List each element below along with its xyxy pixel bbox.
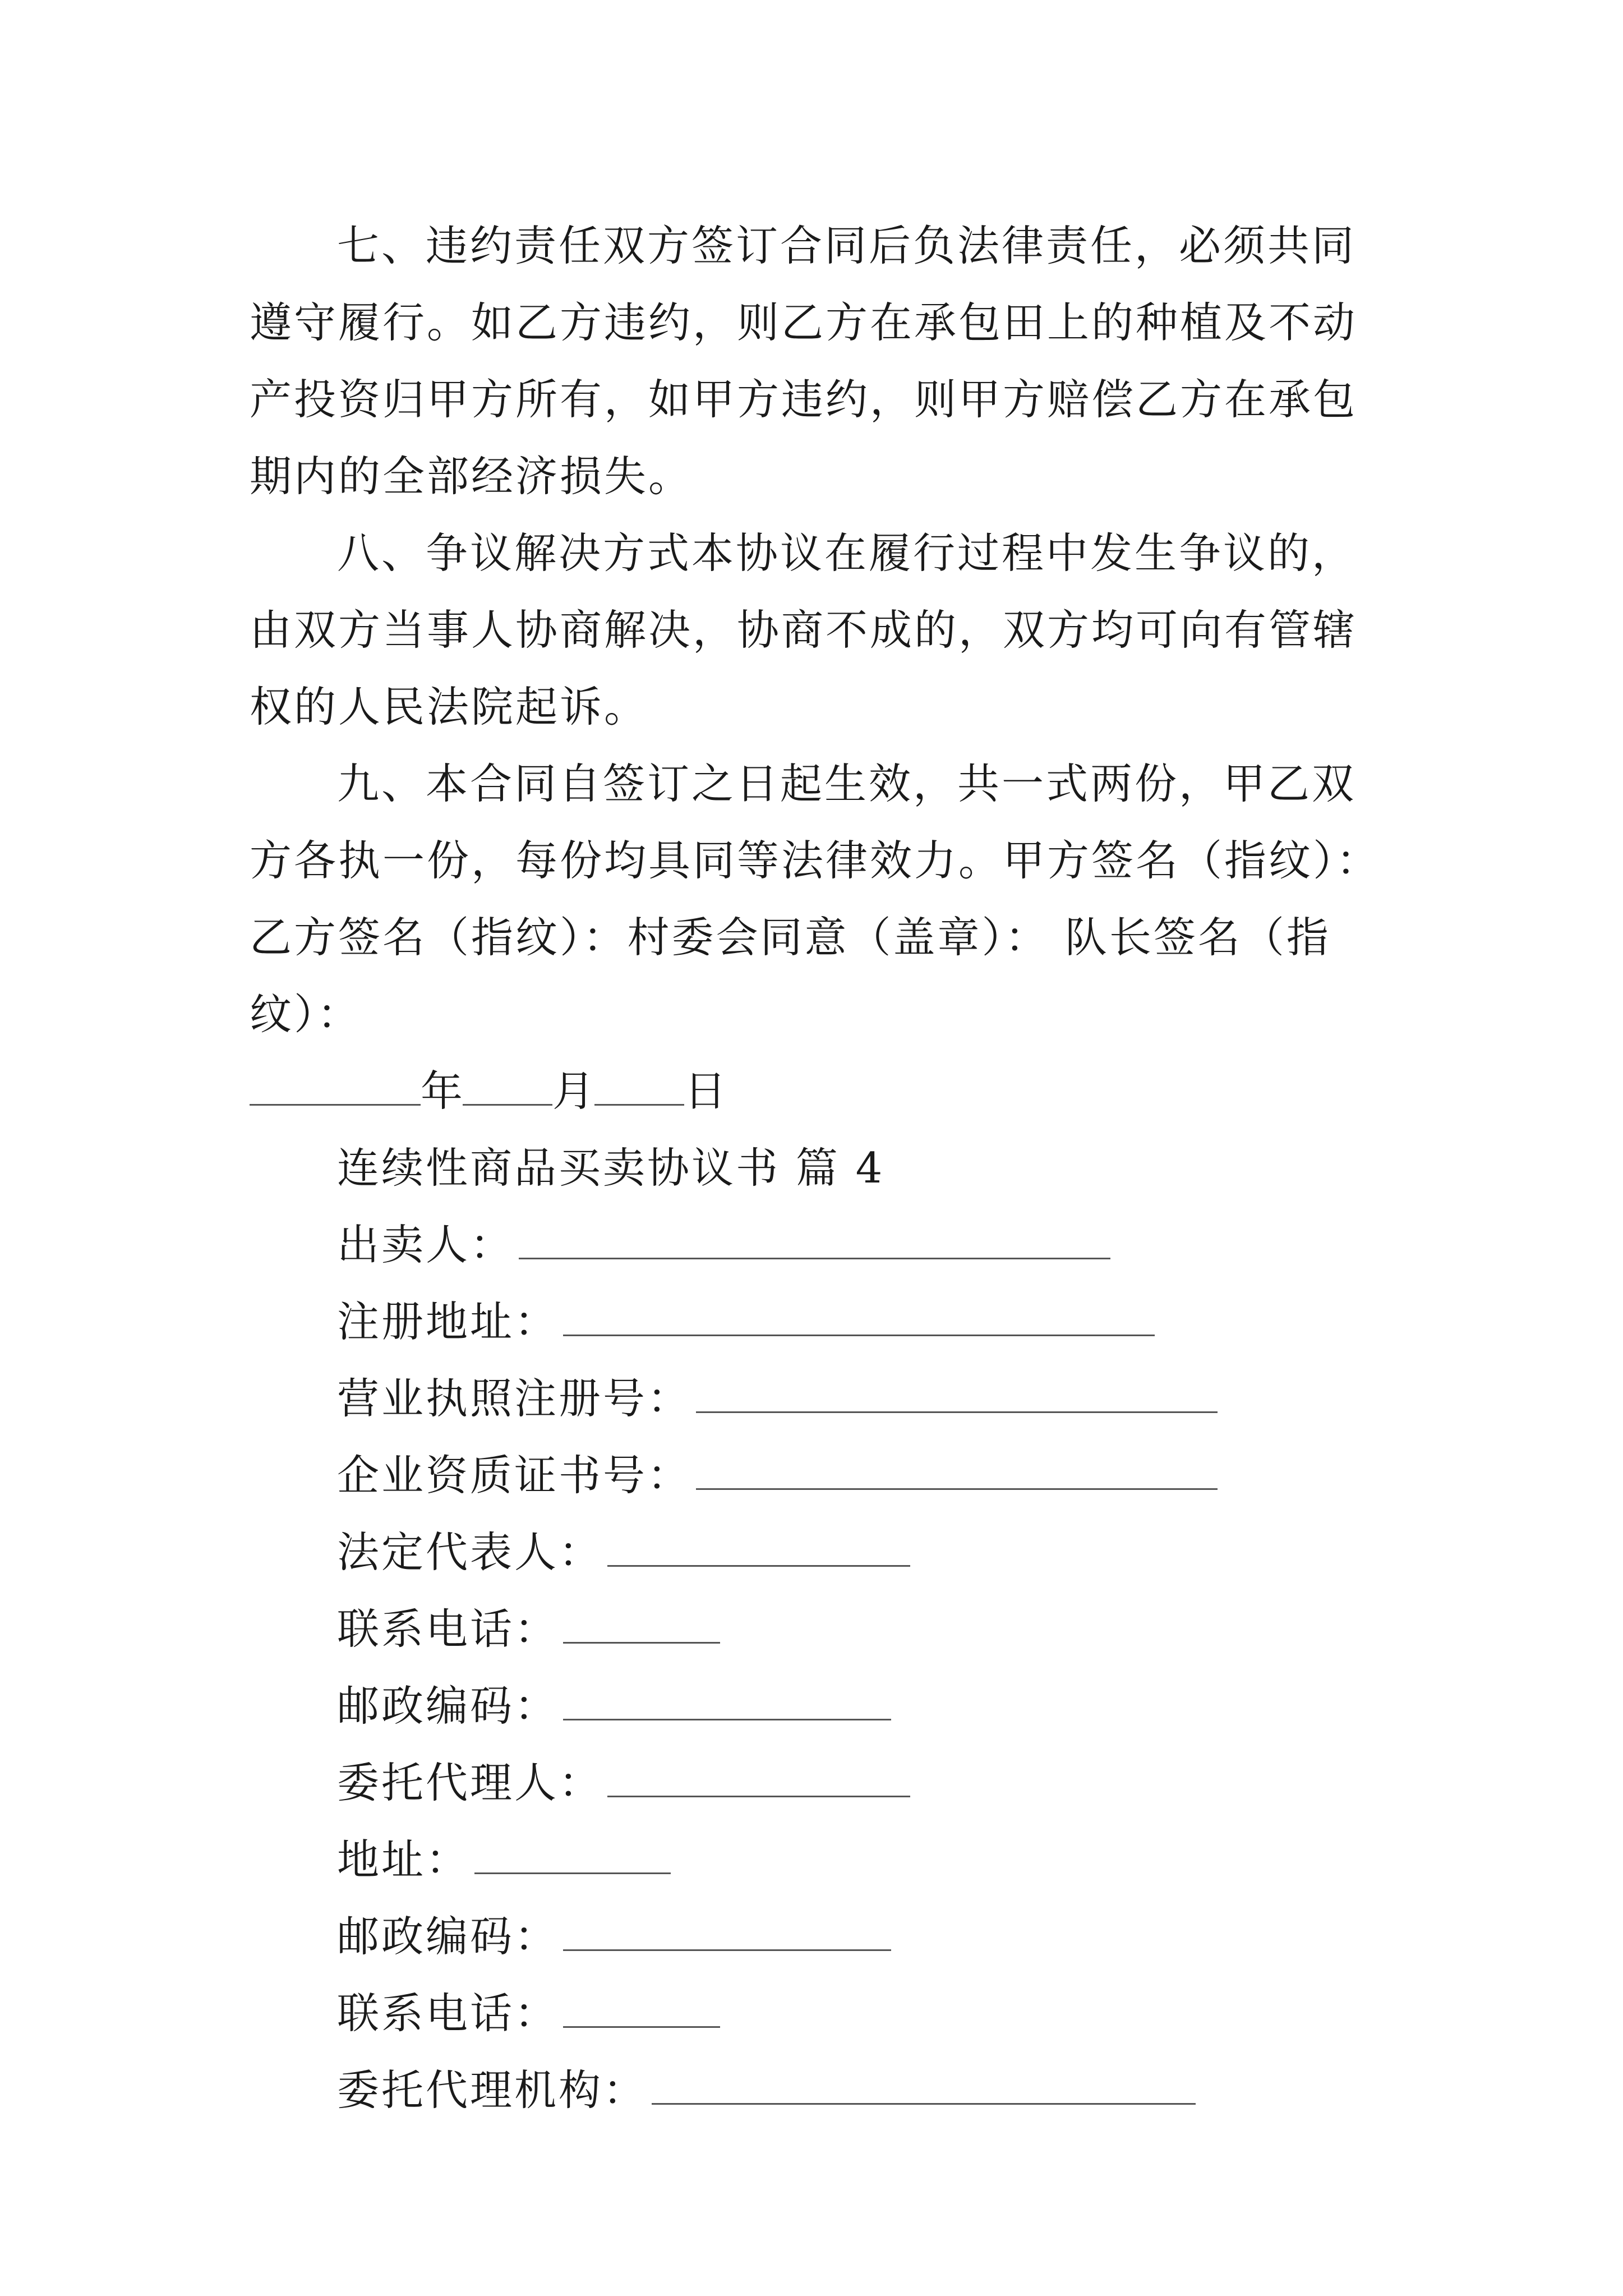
field-label: 企业资质证书号： xyxy=(337,1451,692,1500)
form-field-phone-2 xyxy=(250,1975,1399,2052)
form-field-agent xyxy=(250,1745,1399,1821)
form-field-qualification-cert xyxy=(250,1437,1399,1514)
field-label: 委托代理机构： xyxy=(337,2065,648,2115)
clause-8-paragraph xyxy=(250,515,1399,746)
form-field-seller xyxy=(250,1207,1399,1283)
field-label: 联系电话： xyxy=(337,1604,559,1654)
phone-input-line[interactable] xyxy=(563,1603,720,1644)
clause-8-text: 八、争议解决方式本协议在履行过程中发生争议的，由双方当事人协商解决，协商不成的，双方均可向有管辖权的人民法院起诉。 xyxy=(250,528,1358,731)
section-title xyxy=(250,1130,1399,1207)
seller-input-line[interactable] xyxy=(519,1218,1110,1259)
form-field-postal-code xyxy=(250,1668,1399,1745)
form-field-agency xyxy=(250,2052,1399,2129)
clause-7-text: 七、违约责任双方签订合同后负法律责任，必须共同遵守履行。如乙方违约，则乙方在承包田上的种植及不动产投资归甲方所有，如甲方违约，则甲方赔偿乙方在承包期内的全部经济损失。 xyxy=(250,221,1358,501)
signature-date-line xyxy=(250,1053,1399,1130)
address-input-line[interactable] xyxy=(474,1833,671,1874)
form-field-registered-address xyxy=(250,1283,1399,1360)
field-label: 营业执照注册号： xyxy=(337,1374,692,1423)
day-label: 日 xyxy=(684,1066,727,1116)
legal-representative-input-line[interactable] xyxy=(607,1526,910,1567)
day-blank[interactable] xyxy=(594,1060,684,1106)
agent-input-line[interactable] xyxy=(607,1756,910,1797)
month-blank[interactable] xyxy=(463,1060,552,1106)
clause-9-text: 九、本合同自签订之日起生效，共一式两份，甲乙双方各执一份，每份均具同等法律效力。甲方签名（指纹）： 乙方签名（指纹）：村委会同意（盖章）： 队长签名（指纹）： xyxy=(250,759,1381,1039)
field-label: 委托代理人： xyxy=(337,1758,603,1807)
field-label: 法定代表人： xyxy=(337,1527,603,1577)
qualification-cert-input-line[interactable] xyxy=(696,1449,1218,1490)
section-title-text: 连续性商品买卖协议书 篇 4 xyxy=(337,1143,885,1193)
phone-2-input-line[interactable] xyxy=(563,1987,720,2028)
month-label: 月 xyxy=(552,1066,595,1116)
business-license-input-line[interactable] xyxy=(696,1372,1218,1413)
year-label: 年 xyxy=(421,1066,463,1116)
agency-input-line[interactable] xyxy=(652,2064,1196,2105)
clause-7-paragraph xyxy=(250,208,1399,515)
field-label: 邮政编码： xyxy=(337,1681,559,1731)
registered-address-input-line[interactable] xyxy=(563,1295,1155,1336)
field-label: 联系电话： xyxy=(337,1989,559,2038)
clause-9-paragraph xyxy=(250,746,1399,1053)
field-label: 邮政编码： xyxy=(337,1912,559,1961)
year-blank[interactable] xyxy=(250,1060,421,1106)
form-field-address xyxy=(250,1821,1399,1898)
field-label: 出卖人： xyxy=(337,1220,515,1269)
field-label: 地址： xyxy=(337,1835,471,1884)
postal-code-2-input-line[interactable] xyxy=(563,1910,891,1951)
form-field-business-license xyxy=(250,1360,1399,1437)
postal-code-input-line[interactable] xyxy=(563,1680,891,1720)
form-field-postal-code-2 xyxy=(250,1898,1399,1975)
field-label: 注册地址： xyxy=(337,1297,559,1346)
document-page xyxy=(250,208,1399,2129)
form-field-phone xyxy=(250,1591,1399,1668)
form-field-legal-representative xyxy=(250,1514,1399,1591)
